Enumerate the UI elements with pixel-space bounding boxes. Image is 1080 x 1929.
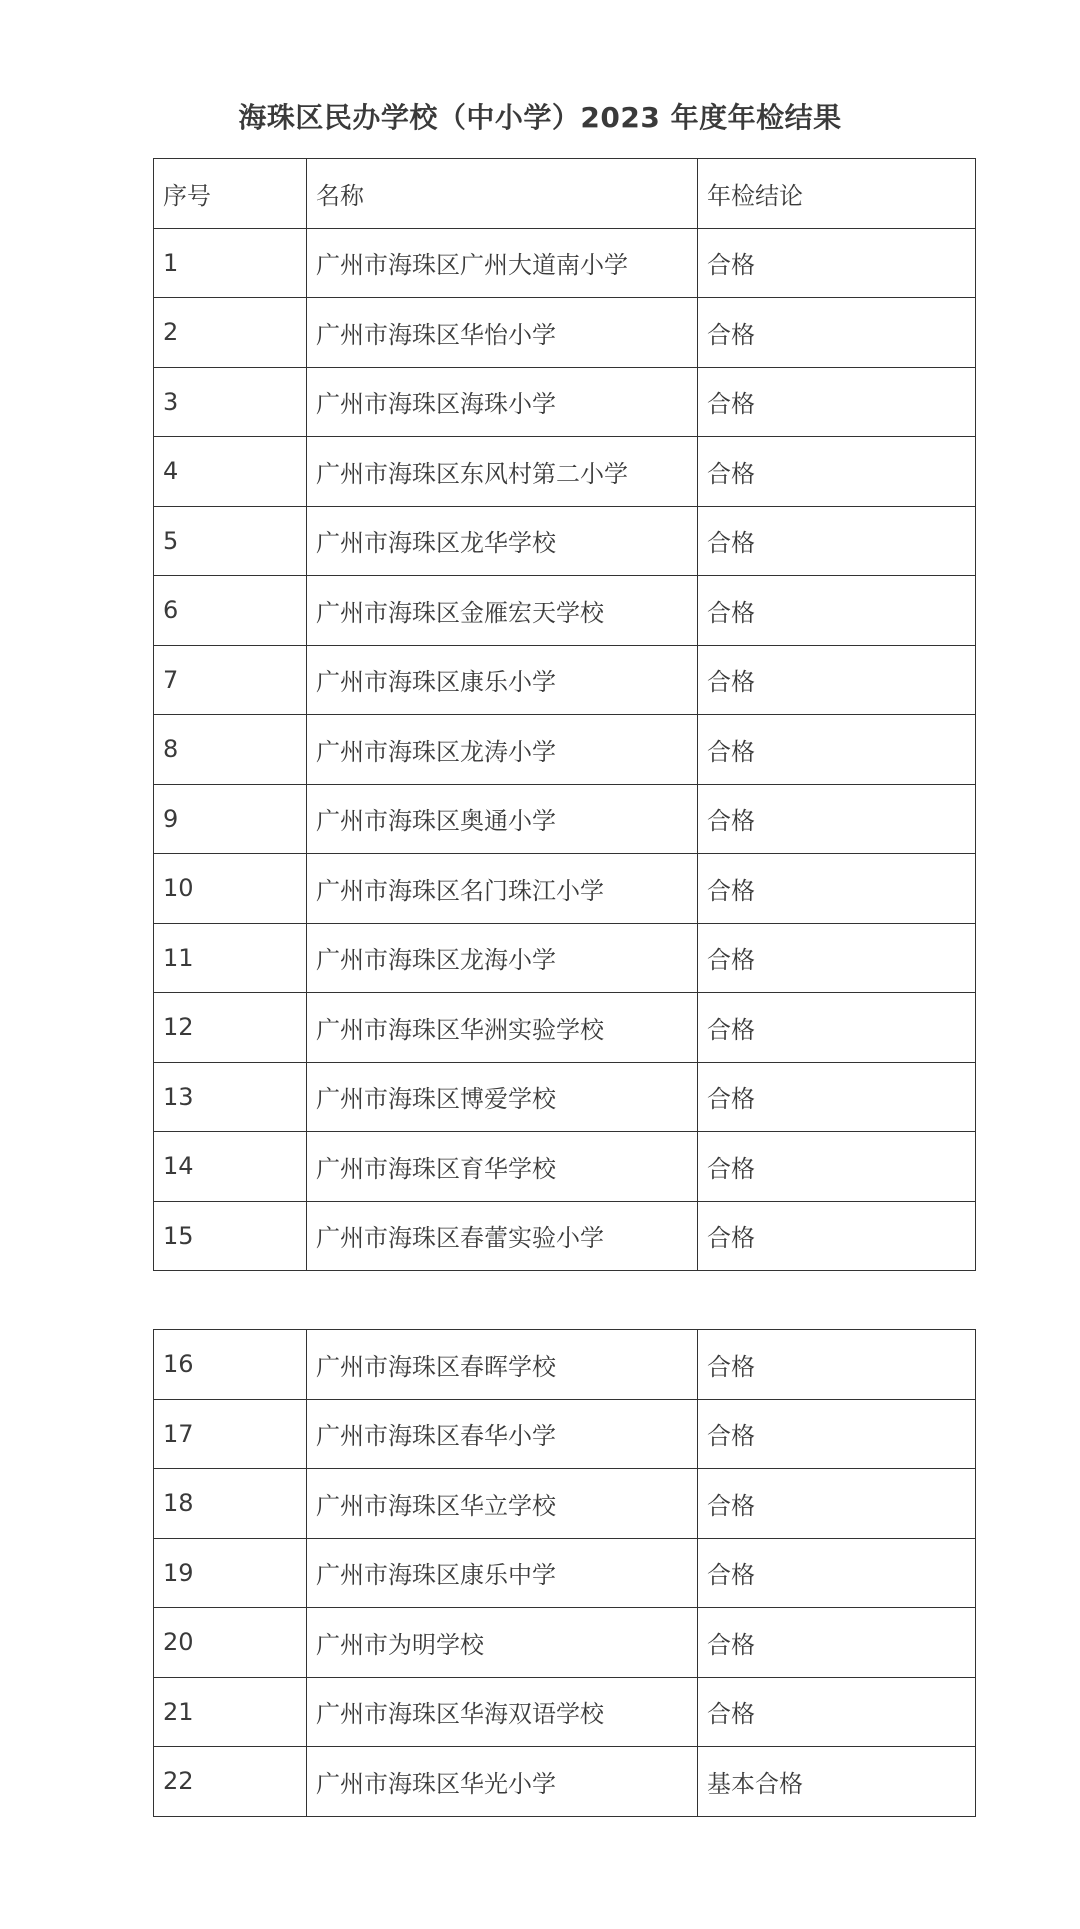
school-name: 广州市海珠区康乐中学 (307, 1538, 698, 1608)
school-name: 广州市海珠区龙海小学 (307, 923, 698, 993)
table-row (154, 1201, 976, 1271)
school-name: 广州市海珠区春晖学校 (307, 1330, 698, 1400)
inspection-result: 合格 (698, 1330, 976, 1400)
row-index: 22 (154, 1747, 307, 1817)
school-name: 广州市海珠区海珠小学 (307, 367, 698, 437)
table-row (154, 784, 976, 854)
school-name: 广州市海珠区育华学校 (307, 1132, 698, 1202)
inspection-result: 合格 (698, 1399, 976, 1469)
row-index: 17 (154, 1399, 307, 1469)
row-index: 12 (154, 993, 307, 1063)
inspection-result: 合格 (698, 367, 976, 437)
school-name: 广州市海珠区春华小学 (307, 1399, 698, 1469)
school-name: 广州市海珠区广州大道南小学 (307, 228, 698, 298)
row-index: 14 (154, 1132, 307, 1202)
school-name: 广州市海珠区华立学校 (307, 1469, 698, 1539)
inspection-result: 合格 (698, 298, 976, 368)
row-index: 21 (154, 1677, 307, 1747)
school-name: 广州市海珠区金雁宏天学校 (307, 576, 698, 646)
school-name: 广州市海珠区龙华学校 (307, 506, 698, 576)
school-name: 广州市海珠区华洲实验学校 (307, 993, 698, 1063)
table-row (154, 854, 976, 924)
header-name: 名称 (307, 159, 698, 229)
header-result: 年检结论 (698, 159, 976, 229)
inspection-result: 合格 (698, 1062, 976, 1132)
table-row (154, 715, 976, 785)
school-name: 广州市海珠区华光小学 (307, 1747, 698, 1817)
table-row (154, 1608, 976, 1678)
inspection-result: 合格 (698, 645, 976, 715)
inspection-result: 合格 (698, 854, 976, 924)
table-row (154, 645, 976, 715)
table-row (154, 298, 976, 368)
inspection-result: 合格 (698, 993, 976, 1063)
inspection-result: 合格 (698, 923, 976, 993)
table-row (154, 576, 976, 646)
table-header-row (154, 159, 976, 229)
table-row (154, 228, 976, 298)
row-index: 19 (154, 1538, 307, 1608)
table-row (154, 1747, 976, 1817)
school-name: 广州市海珠区博爱学校 (307, 1062, 698, 1132)
school-name: 广州市海珠区龙涛小学 (307, 715, 698, 785)
table-row (154, 1469, 976, 1539)
results-table-part-2 (153, 1329, 976, 1817)
row-index: 13 (154, 1062, 307, 1132)
table-row (154, 367, 976, 437)
row-index: 4 (154, 437, 307, 507)
inspection-result: 合格 (698, 1608, 976, 1678)
inspection-result: 合格 (698, 1538, 976, 1608)
table-row (154, 1062, 976, 1132)
row-index: 18 (154, 1469, 307, 1539)
table-row (154, 923, 976, 993)
row-index: 20 (154, 1608, 307, 1678)
row-index: 5 (154, 506, 307, 576)
inspection-result: 合格 (698, 228, 976, 298)
school-name: 广州市海珠区奥通小学 (307, 784, 698, 854)
row-index: 8 (154, 715, 307, 785)
school-name: 广州市海珠区名门珠江小学 (307, 854, 698, 924)
school-name: 广州市为明学校 (307, 1608, 698, 1678)
row-index: 7 (154, 645, 307, 715)
row-index: 15 (154, 1201, 307, 1271)
document-title: 海珠区民办学校（中小学）2023 年度年检结果 (238, 101, 842, 134)
header-index: 序号 (154, 159, 307, 229)
table-row (154, 1132, 976, 1202)
inspection-result: 合格 (698, 715, 976, 785)
row-index: 11 (154, 923, 307, 993)
inspection-result: 基本合格 (698, 1747, 976, 1817)
row-index: 6 (154, 576, 307, 646)
school-name: 广州市海珠区东风村第二小学 (307, 437, 698, 507)
results-table-part-1 (153, 158, 976, 1271)
row-index: 2 (154, 298, 307, 368)
inspection-result: 合格 (698, 1201, 976, 1271)
inspection-result: 合格 (698, 1132, 976, 1202)
school-name: 广州市海珠区华怡小学 (307, 298, 698, 368)
row-index: 10 (154, 854, 307, 924)
inspection-result: 合格 (698, 784, 976, 854)
row-index: 3 (154, 367, 307, 437)
school-name: 广州市海珠区春蕾实验小学 (307, 1201, 698, 1271)
school-name: 广州市海珠区华海双语学校 (307, 1677, 698, 1747)
table-row (154, 993, 976, 1063)
table-row (154, 1399, 976, 1469)
table-row (154, 1538, 976, 1608)
table-row (154, 506, 976, 576)
inspection-result: 合格 (698, 437, 976, 507)
inspection-result: 合格 (698, 506, 976, 576)
table-row (154, 1677, 976, 1747)
inspection-result: 合格 (698, 1677, 976, 1747)
row-index: 9 (154, 784, 307, 854)
table-row (154, 437, 976, 507)
school-name: 广州市海珠区康乐小学 (307, 645, 698, 715)
inspection-result: 合格 (698, 576, 976, 646)
row-index: 1 (154, 228, 307, 298)
table-row (154, 1330, 976, 1400)
inspection-result: 合格 (698, 1469, 976, 1539)
row-index: 16 (154, 1330, 307, 1400)
